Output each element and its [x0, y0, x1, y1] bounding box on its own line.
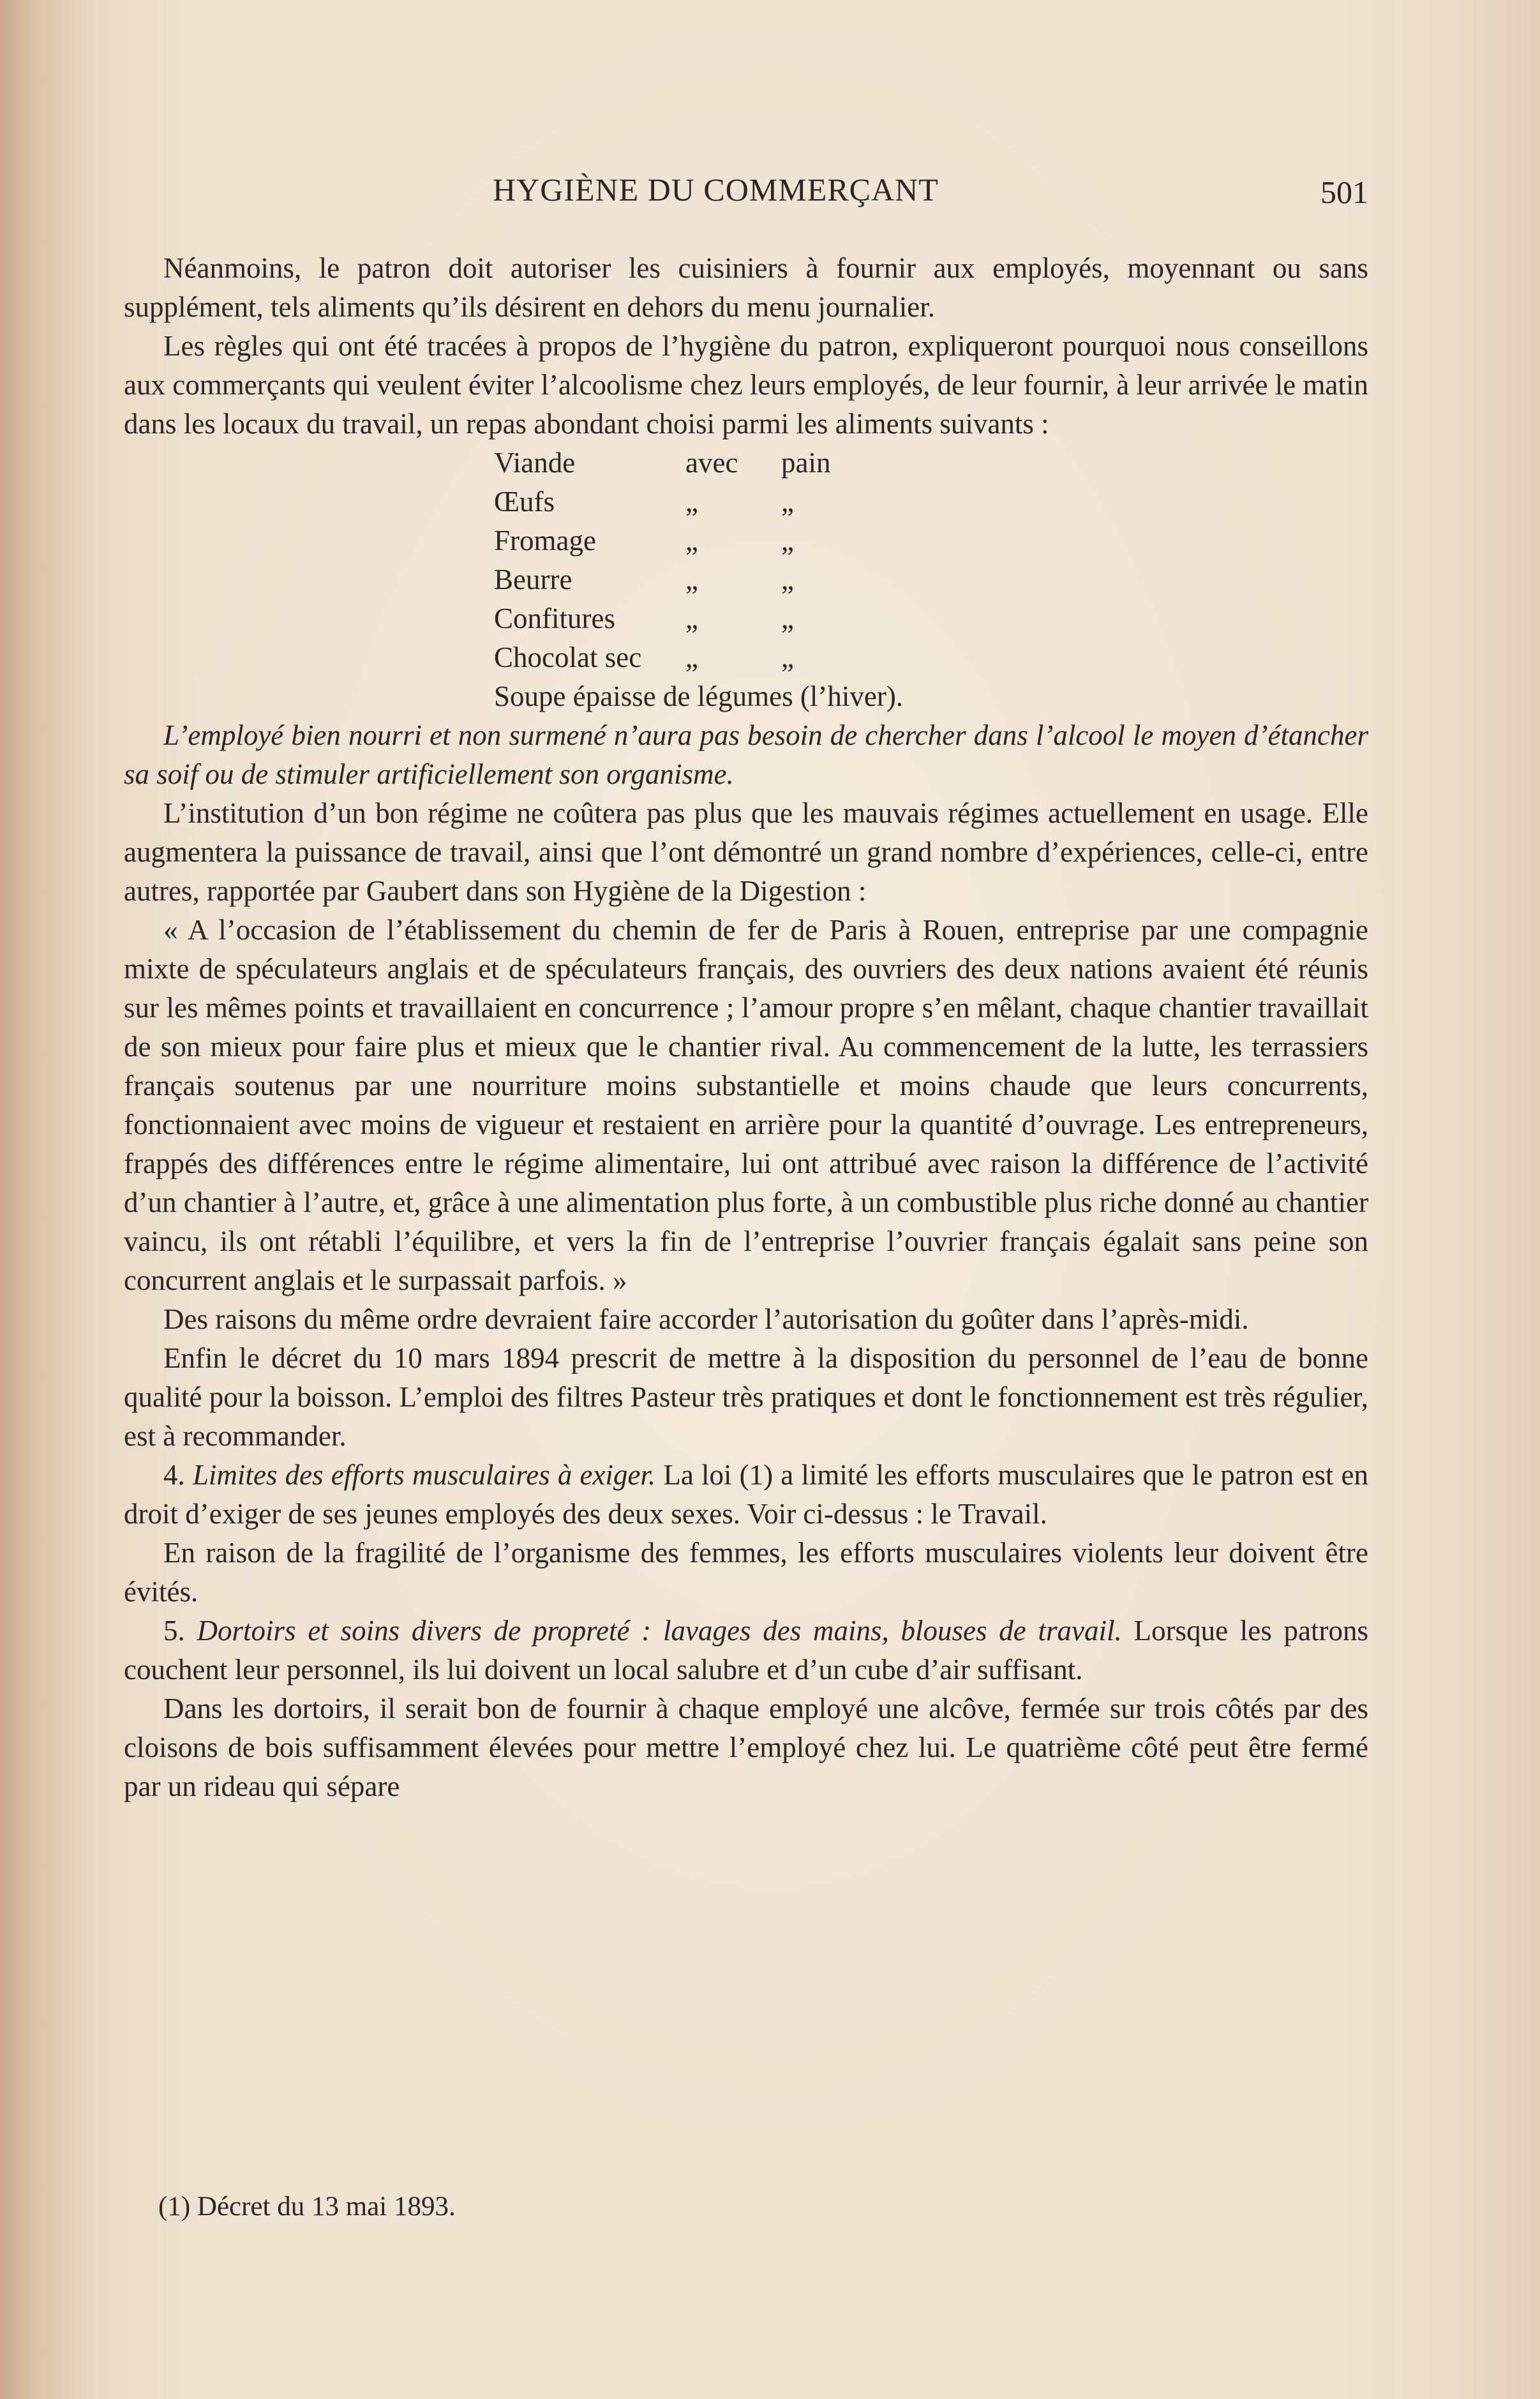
ditto-mark: „ [781, 602, 794, 634]
food-name: Viande [494, 447, 576, 479]
ditto-mark: „ [781, 641, 794, 673]
section-title: Limites des efforts musculaires à exiger. [192, 1459, 656, 1491]
food-name: Soupe épaisse de légumes (l’hiver). [494, 680, 904, 712]
section-5 [124, 1611, 1368, 1689]
ditto-mark: „ [781, 525, 794, 557]
paragraph: Des raisons du même ordre devraient faire accorder l’autorisation du goûter dans l’après-midi. [163, 1303, 1249, 1335]
food-accompaniment: avec [685, 447, 738, 479]
food-list-item [124, 521, 1368, 560]
section-number: 4. [163, 1459, 185, 1491]
ditto-mark: „ [685, 486, 698, 518]
body-text [124, 249, 1368, 1806]
food-list-item [124, 482, 1368, 521]
food-list-item [124, 599, 1368, 638]
ditto-mark: „ [685, 525, 698, 557]
running-head: HYGIÈNE DU COMMERÇANT [493, 172, 939, 207]
ditto-mark: „ [685, 641, 698, 673]
quotation: « A l’occasion de l’établissement du chemin de fer de Paris à Rouen, entreprise par une compagnie mixte de spéculateurs anglais et de spéculateurs français, des ouvriers des deux nations avaient été réunis sur les mêmes points et travaillaient en concurrence ; l’amour propre s’en mêlant, chaque chantier travaillait de son mieux pour faire plus et mieux que le chantier rival. Au commencement de la lutte, les terrassiers français soutenus par une nourriture moins substantielle et moins chaude que leurs concurrents, fonctionnaient avec moins de vigueur et restaient en arrière pour la quantité d’ouvrage. Les entrepreneurs, frappés des différences entre le régime alimentaire, lui ont attribué avec raison la différence de l’activité d’un chantier à l’autre, et, grâce à une alimentation plus forte, à un combustible plus riche donné au chantier vaincu, ils ont rétabli l’équilibre, et vers la fin de l’entreprise l’ouvrier français égalait sans peine son concurrent anglais et le surpassait parfois. » [124, 914, 1368, 1296]
food-name: Fromage [494, 525, 596, 557]
ditto-mark: „ [781, 486, 794, 518]
italic-statement-text: L’employé bien nourri et non surmené n’aura pas besoin de chercher dans l’alcool le moyen d’étancher sa soif ou de stimuler artificiellement son organisme. [124, 719, 1368, 790]
italic-statement [124, 716, 1368, 794]
food-list-item [124, 638, 1368, 677]
food-name: Chocolat sec [494, 641, 642, 673]
ditto-mark: „ [685, 602, 698, 634]
paragraph: Dans les dortoirs, il serait bon de fournir à chaque employé une alcôve, fermée sur trois côtés par des cloisons de bois suffisamment élevées pour mettre l’employé chez lui. Le quatrième côté peut être fermé par un rideau qui sépare [124, 1693, 1368, 1802]
food-name: Confitures [494, 602, 615, 634]
ditto-mark: „ [781, 564, 794, 595]
section-number: 5. [163, 1615, 185, 1647]
food-name: Beurre [494, 564, 572, 595]
footnote: (1) Décret du 13 mai 1893. [158, 2192, 456, 2222]
paragraph: Les règles qui ont été tracées à propos de l’hygiène du patron, expliqueront pourquoi nous conseillons aux commerçants qui veulent éviter l’alcoolisme chez leurs employés, de leur fournir, à leur arrivée le matin dans les locaux du travail, un repas abondant choisi parmi les aliments suivants : [124, 330, 1368, 440]
section-text: Lorsque les patrons couchent leur personnel, ils lui doivent un local salubre et d’un cube d’air suffisant. [124, 1615, 1369, 1685]
food-list-item [124, 677, 1368, 716]
paragraph: L’institution d’un bon régime ne coûtera pas plus que les mauvais régimes actuellement en usage. Elle augmentera la puissance de travail, ainsi que l’ont démontré un grand nombre d’expériences, celle-ci, entre autres, rapportée par Gaubert dans son Hygiène de la Digestion : [124, 797, 1368, 907]
food-name: Œufs [494, 486, 555, 518]
page-header [124, 171, 1368, 216]
paragraph: Néanmoins, le patron doit autoriser les cuisiniers à fournir aux employés, moyennant ou sans supplément, tels aliments qu’ils désirent en dehors du menu journalier. [124, 252, 1368, 323]
food-list-item [124, 444, 1368, 482]
food-list [124, 444, 1368, 716]
ditto-mark: „ [685, 564, 698, 595]
section-text: La loi (1) a limité les efforts musculaires que le patron est en droit d’exiger de ses jeunes employés des deux sexes. Voir ci-dessus : le Travail. [124, 1459, 1368, 1530]
paragraph: Enfin le décret du 10 mars 1894 prescrit de mettre à la disposition du personnel de l’eau de bonne qualité pour la boisson. L’emploi des filtres Pasteur très pratiques et dont le fonctionnement est très régulier, est à recommander. [124, 1342, 1368, 1452]
section-title: Dortoirs et soins divers de propreté : lavages des mains, blouses de travail. [197, 1615, 1122, 1647]
food-accompaniment: pain [781, 447, 831, 479]
page-number: 501 [1320, 174, 1368, 210]
section-4 [124, 1456, 1368, 1534]
food-list-item [124, 560, 1368, 599]
paragraph: En raison de la fragilité de l’organisme des femmes, les efforts musculaires violents leur doivent être évités. [124, 1537, 1368, 1608]
